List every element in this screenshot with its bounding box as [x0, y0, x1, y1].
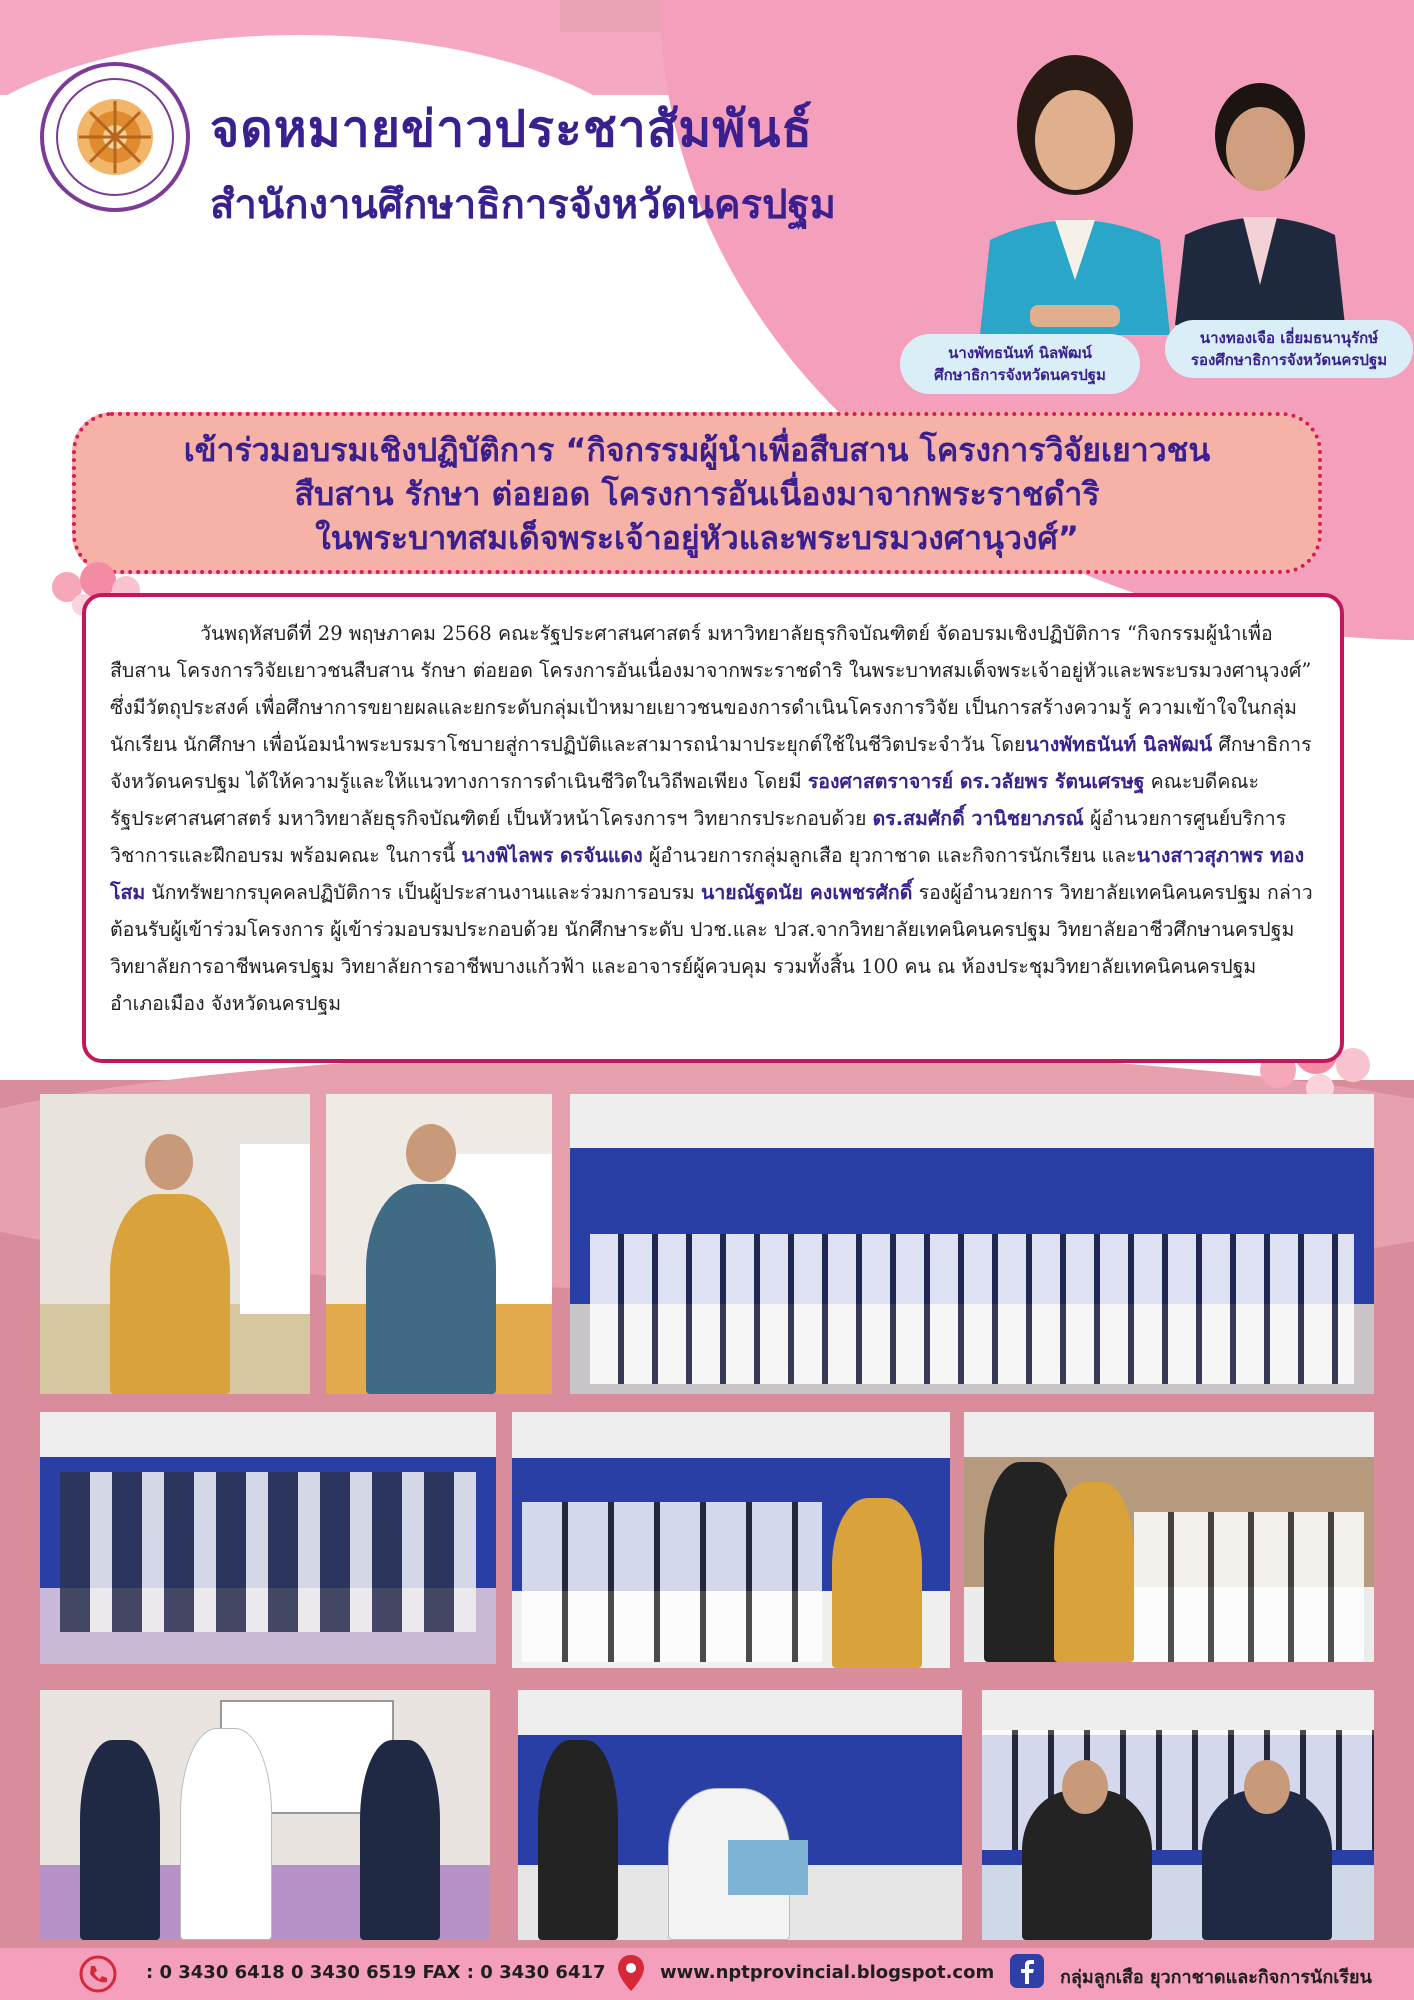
article-text-6: นักทรัพยากรบุคคลปฏิบัติการ เป็นผู้ประสานงานและร่วมการอบรม — [145, 881, 701, 904]
person-name-speaker: ดร.สมศักดิ์ วานิชยาภรณ์ — [872, 807, 1084, 830]
article-paragraph — [110, 615, 1316, 1022]
portrait-director — [960, 50, 1190, 335]
office-logo — [40, 62, 190, 212]
caption-deputy — [1165, 320, 1413, 378]
article-text-2: ศึกษาธิการจังหวัดนครปฐม ได้ให้ความรู้และให้แนวทางการการดำเนินชีวิตในวิถีพอเพียง โดยมี — [110, 733, 1312, 793]
photo-laptop-session — [518, 1690, 962, 1940]
article-text-4: ผู้อำนวยการศูนย์บริการวิชาการและฝึกอบรม พร้อมคณะ ในการนี้ — [110, 807, 1287, 867]
portrait-deputy — [1165, 65, 1355, 325]
deputy-position: รองศึกษาธิการจังหวัดนครปฐม — [1190, 351, 1388, 369]
caption-director — [900, 334, 1140, 394]
headline-line-1: เข้าร่วมอบรมเชิงปฏิบัติการ “กิจกรรมผู้นำเพื่อสืบสาน โครงการวิจัยเยาวชน — [183, 431, 1211, 469]
photo-officials-seated — [982, 1690, 1374, 1940]
photo-prize-giving — [40, 1412, 496, 1664]
article-text-1: วันพฤหัสบดีที่ 29 พฤษภาคม 2568 คณะรัฐประศาสนศาสตร์ มหาวิทยาลัยธุรกิจบัณฑิตย์ จัดอบรมเชิงปฏิบัติการ “กิจกรรมผู้นำเพื่อสืบสาน โครงการวิจัยเยาวชนสืบสาน รักษา ต่อยอด โครงการอันเนื่องมาจากพระราชดำริ ในพระบาทสมเด็จพระเจ้าอยู่หัวและพระบรมวงศานุวงศ์” ซึ่งมีวัตถุประสงค์ เพื่อศึกษาการขยายผลและยกระดับกลุ่มเป้าหมายเยาวชนของการดำเนินโครงการวิจัย เป็นการสร้างความรู้ ความเข้าใจในกลุ่มนักเรียน นักศึกษา เพื่อน้อมนำพระบรมราโชบายสู่การปฏิบัติและสามารถนำมาประยุกต์ใช้ในชีวิตประจำวัน โดย — [110, 622, 1312, 756]
office-subtitle: สำนักงานศึกษาธิการจังหวัดนครปฐม — [210, 182, 836, 228]
footer-website[interactable]: www.nptprovincial.blogspot.com — [660, 1962, 995, 1983]
photo-speakers-stage — [40, 1690, 490, 1940]
phone-icon — [78, 1954, 118, 1994]
deputy-name: นางทองเจือ เอี่ยมธนานุรักษ์ — [1199, 329, 1379, 347]
article-text-3: คณะบดีคณะรัฐประศาสนศาสตร์ มหาวิทยาลัยธุรกิจบัณฑิตย์ เป็นหัวหน้าโครงการฯ วิทยากรประกอบด้วย — [110, 770, 1259, 830]
office-emblem-icon — [44, 66, 186, 208]
photo-speaker-woman — [40, 1094, 310, 1394]
photo-group-audience — [570, 1094, 1374, 1394]
person-name-deputy-director: นายณัฐดนัย คงเพชรศักดิ์ — [700, 881, 913, 904]
person-name-hr-officer: นางสาวสุภาพร ทองโสม — [110, 844, 1305, 904]
person-name-director: นางพัทธนันท์ นิลพัฒน์ — [1025, 733, 1213, 756]
article-text-7: รองผู้อำนวยการ วิทยาลัยเทคนิคนครปฐม กล่าวต้อนรับผู้เข้าร่วมโครงการ ผู้เข้าร่วมอบรมประกอบด้วย นักศึกษาระดับ ปวช.และ ปวส.จากวิทยาลัยเทคนิคนครปฐม วิทยาลัยอาชีวศึกษานครปฐม วิทยาลัยการอาชีพนครปฐม วิทยาลัยการอาชีพบางแก้วฟ้า และอาจารย์ผู้ควบคุม รวมทั้งสิ้น 100 คน ณ ห้องประชุมวิทยาลัยเทคนิคนครปฐม อำเภอเมือง จังหวัดนครปฐม — [110, 881, 1313, 1015]
headline-banner — [72, 412, 1322, 574]
newsletter-title: จดหมายข่าวประชาสัมพันธ์ — [210, 100, 813, 158]
facebook-icon — [1010, 1954, 1044, 1988]
footer-facebook[interactable]: กลุ่มลูกเสือ ยุวกาชาดและกิจการนักเรียน — [1060, 1967, 1372, 1988]
person-name-project-head: รองศาสตราจารย์ ดร.วลัยพร รัตนเศรษฐ — [807, 770, 1145, 793]
director-name: นางพัทธนันท์ นิลพัฒน์ — [948, 344, 1092, 362]
headline-line-2: สืบสาน รักษา ต่อยอด โครงการอันเนื่องมาจากพระราชดำริ — [294, 475, 1100, 513]
director-position: ศึกษาธิการจังหวัดนครปฐม — [934, 366, 1106, 384]
photo-workshop-activity — [964, 1412, 1374, 1662]
person-name-scout-director: นางพิไลพร ดรจันแดง — [461, 844, 643, 867]
photo-students-seated — [512, 1412, 950, 1668]
location-pin-icon — [616, 1953, 646, 1993]
headline-line-3: ในพระบาทสมเด็จพระเจ้าอยู่หัวและพระบรมวงศานุวงศ์” — [315, 519, 1079, 557]
photo-speaker-man — [326, 1094, 552, 1394]
footer-phone: : 0 3430 6418 0 3430 6519 FAX : 0 3430 6417 — [146, 1962, 606, 1983]
article-body-box — [82, 593, 1344, 1063]
article-text-5: ผู้อำนวยการกลุ่มลูกเสือ ยุวกาชาด และกิจการนักเรียน และ — [642, 844, 1137, 867]
